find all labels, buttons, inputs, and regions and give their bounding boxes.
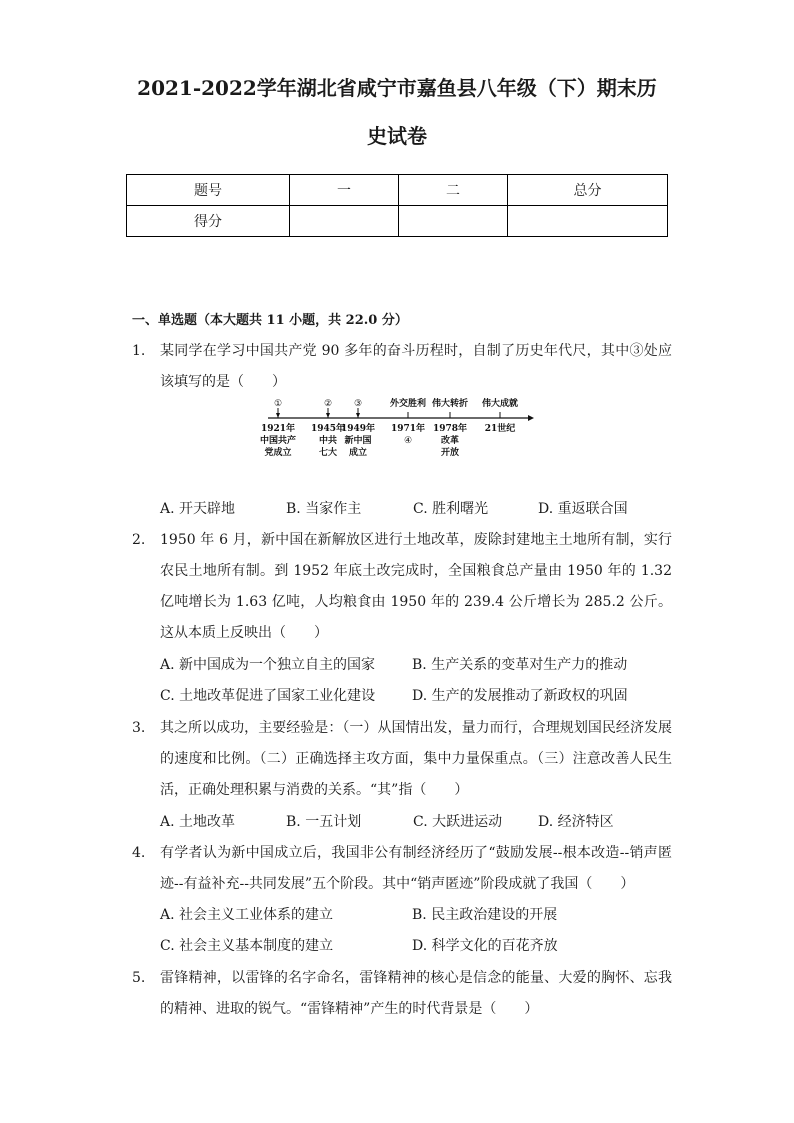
question-number: 1. (132, 343, 146, 359)
option-a[interactable]: A. 开天辟地 (160, 501, 236, 517)
score-table (126, 174, 668, 237)
timeline-marker-arrow (356, 413, 360, 418)
timeline-marker-arrow (326, 413, 330, 418)
question-3 (132, 713, 672, 806)
timeline-top-label: 伟大转折 (431, 399, 469, 409)
timeline-event-label: 改革 (440, 436, 460, 446)
timeline-event-label: 中国共产 (259, 436, 297, 446)
question-4 (132, 838, 672, 900)
timeline-year-label: 1978年 (432, 424, 468, 434)
timeline-event-label: ④ (403, 436, 413, 446)
question-number: 2. (132, 532, 146, 548)
timeline-top-label: 外交胜利 (389, 399, 427, 409)
question-text: 某同学在学习中国共产党 90 多年的奋斗历程时，自制了历史年代尺，其中③处应该填写的是（ ） (160, 343, 672, 390)
score-table-header-row (127, 175, 668, 206)
cell-header-part1: 一 (290, 175, 399, 206)
question-number: 3. (132, 720, 146, 736)
question-4-options-row1 (160, 900, 680, 931)
exam-title (60, 64, 734, 160)
cell-score-label: 得分 (127, 206, 290, 237)
option-a[interactable]: A. 土地改革 (160, 814, 236, 830)
timeline-top-label: ③ (353, 399, 363, 409)
timeline-top-label: 伟大成就 (481, 399, 519, 409)
option-b[interactable]: B. 当家作主 (286, 501, 362, 517)
question-4-options-row2 (160, 931, 680, 962)
timeline-event-label: 新中国 (344, 436, 372, 446)
question-number: 4. (132, 845, 146, 861)
option-c[interactable]: C. 胜利曙光 (413, 501, 489, 517)
option-c[interactable]: C. 大跃进运动 (413, 814, 503, 830)
option-c[interactable]: C. 土地改革促进了国家工业化建设 (160, 688, 376, 704)
question-1-options (160, 494, 680, 525)
question-2 (132, 525, 672, 649)
timeline-year-label: 1949年 (340, 424, 376, 434)
question-number: 5. (132, 970, 146, 986)
cell-score-total (508, 206, 668, 237)
question-2-options-row2 (160, 681, 680, 712)
question-text: 雷锋精神，以雷锋的名字命名，雷锋精神的核心是信念的能量、大爱的胸怀、忘我的精神、进取的锐气。“雷锋精神”产生的时代背景是（ ） (160, 970, 672, 1017)
question-5 (132, 963, 672, 1025)
cell-header-total: 总分 (508, 175, 668, 206)
question-2-options-row1 (160, 650, 680, 681)
timeline-top-label: ① (273, 399, 283, 409)
option-b[interactable]: B. 一五计划 (286, 814, 362, 830)
timeline-marker-arrow (276, 413, 280, 418)
timeline-year-label: 1971年 (390, 424, 426, 434)
option-d[interactable]: D. 经济特区 (538, 814, 614, 830)
timeline-top-label: ② (323, 399, 333, 409)
option-d[interactable]: D. 重返联合国 (538, 501, 628, 517)
cell-header-part2: 二 (399, 175, 508, 206)
timeline-year-label: 21世纪 (484, 424, 516, 434)
timeline-event-label: 中共 (318, 436, 338, 446)
timeline-year-label: 1921年 (260, 424, 296, 434)
timeline-year-label: 1945年 (310, 424, 346, 434)
timeline-event-label: 成立 (348, 448, 368, 458)
timeline-event-label: 开放 (440, 448, 460, 458)
score-table-score-row (127, 206, 668, 237)
title-line-2: 史试卷 (367, 124, 427, 148)
question-text: 有学者认为新中国成立后，我国非公有制经济经历了“鼓励发展--根本改造--销声匿迹--有益补充--共同发展”五个阶段。其中“销声匿迹”阶段成就了我国（ ） (160, 845, 672, 892)
section-heading: 一、单选题（本大题共 11 小题，共 22.0 分） (132, 313, 408, 328)
option-b[interactable]: B. 民主政治建设的开展 (412, 907, 558, 923)
cell-score-part1 (290, 206, 399, 237)
timeline-event-label: 党成立 (264, 448, 292, 458)
option-c[interactable]: C. 社会主义基本制度的建立 (160, 938, 334, 954)
timeline-figure (258, 394, 538, 464)
question-3-options (160, 807, 680, 838)
cell-header-label: 题号 (127, 175, 290, 206)
option-b[interactable]: B. 生产关系的变革对生产力的推动 (412, 657, 628, 673)
option-d[interactable]: D. 生产的发展推动了新政权的巩固 (412, 688, 628, 704)
question-text: 其之所以成功，主要经验是：（一）从国情出发，量力而行，合理规划国民经济发展的速度和比例。（二）正确选择主攻方面，集中力量保重点。（三）注意改善人民生活，正确处理积累与消费的关系。“其”指（ ） (160, 720, 672, 798)
option-a[interactable]: A. 社会主义工业体系的建立 (160, 907, 334, 923)
question-1 (132, 336, 672, 398)
question-text: 1950 年 6 月，新中国在新解放区进行土地改革，废除封建地主土地所有制，实行农民土地所有制。到 1952 年底土改完成时，全国粮食总产量由 1950 年的 1.32 亿吨增长为 1.63 亿吨，人均粮食由 1950 年的 239.4 公斤增长为 285.2 公斤。这从本质上反映出（ ） (160, 532, 672, 641)
timeline-arrowhead (528, 415, 534, 421)
option-d[interactable]: D. 科学文化的百花齐放 (412, 938, 558, 954)
cell-score-part2 (399, 206, 508, 237)
title-line-1: 2021-2022学年湖北省咸宁市嘉鱼县八年级（下）期末历 (137, 76, 657, 100)
timeline-event-label: 七大 (318, 448, 338, 458)
option-a[interactable]: A. 新中国成为一个独立自主的国家 (160, 657, 376, 673)
